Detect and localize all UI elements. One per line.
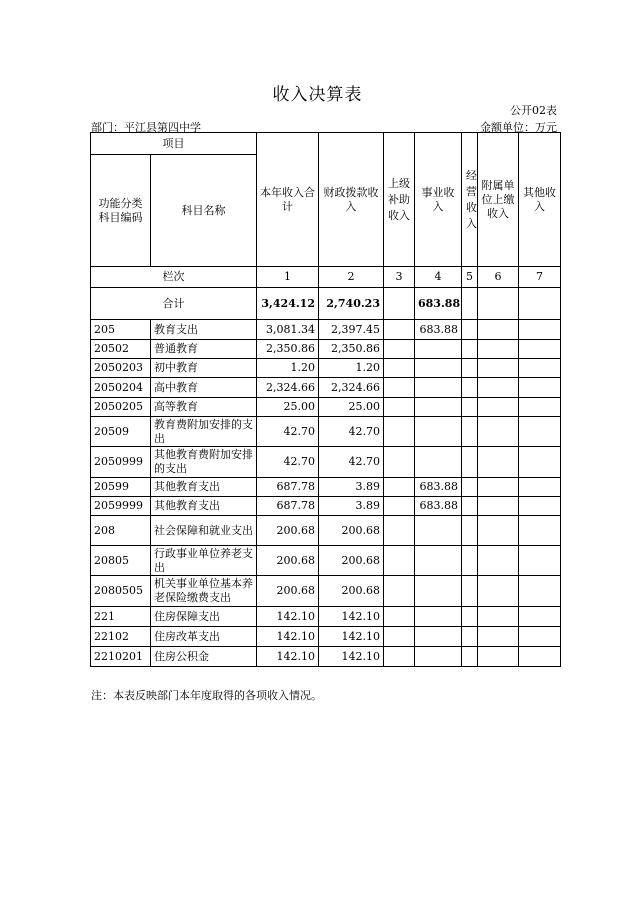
other-income-cell — [519, 417, 561, 447]
operating-income-cell — [462, 417, 478, 447]
other-income-cell — [519, 627, 561, 647]
table-row — [91, 497, 561, 516]
fiscal-income-cell: 142.10 — [319, 627, 384, 647]
subject-code-cell: 2050999 — [91, 447, 151, 478]
subject-name-cell: 教育支出 — [151, 320, 257, 340]
other-income-cell — [519, 478, 561, 497]
seq-number: 2 — [319, 267, 384, 288]
upper-subsidy-cell — [384, 516, 415, 546]
department-label: 部门：平江县第四中学 — [91, 121, 201, 134]
table-row — [91, 340, 561, 359]
affiliated-income-cell — [478, 627, 519, 647]
subject-code-cell: 20509 — [91, 417, 151, 447]
business-income-cell — [415, 378, 462, 398]
header-other-income: 其他收入 — [519, 133, 561, 267]
header-row-top — [91, 133, 561, 155]
other-income-cell — [519, 607, 561, 627]
income-total-cell: 3,081.34 — [257, 320, 319, 340]
header-code: 功能分类科目编码 — [91, 155, 151, 267]
income-total-cell: 42.70 — [257, 447, 319, 478]
affiliated-income-cell — [478, 378, 519, 398]
income-total-cell: 200.68 — [257, 546, 319, 576]
other-income-cell — [519, 359, 561, 378]
table-row — [91, 647, 561, 667]
business-income-cell: 683.88 — [415, 497, 462, 516]
other-income-cell — [519, 398, 561, 417]
subject-name-cell: 普通教育 — [151, 340, 257, 359]
affiliated-income-cell — [478, 359, 519, 378]
fiscal-income-cell: 2,397.45 — [319, 320, 384, 340]
seq-label: 栏次 — [91, 267, 257, 288]
other-income-cell — [519, 340, 561, 359]
income-total-cell: 687.78 — [257, 497, 319, 516]
seq-number: 4 — [415, 267, 462, 288]
fiscal-income-cell: 142.10 — [319, 647, 384, 667]
subject-code-cell: 205 — [91, 320, 151, 340]
operating-income-cell — [462, 398, 478, 417]
subject-code-cell: 2050204 — [91, 378, 151, 398]
fiscal-income-cell: 2,324.66 — [319, 378, 384, 398]
income-total-cell: 142.10 — [257, 607, 319, 627]
table-row — [91, 607, 561, 627]
header-item: 项目 — [91, 133, 257, 155]
subject-code-cell: 221 — [91, 607, 151, 627]
upper-subsidy-cell — [384, 627, 415, 647]
header-name: 科目名称 — [151, 155, 257, 267]
upper-subsidy-cell — [384, 546, 415, 576]
affiliated-income-cell — [478, 516, 519, 546]
fiscal-income-cell: 2,350.86 — [319, 340, 384, 359]
operating-income-cell — [462, 340, 478, 359]
income-total-cell: 42.70 — [257, 417, 319, 447]
income-total-cell: 1.20 — [257, 359, 319, 378]
upper-subsidy-cell — [384, 447, 415, 478]
affiliated-income-cell — [478, 340, 519, 359]
business-income-cell — [415, 627, 462, 647]
upper-subsidy-cell — [384, 607, 415, 627]
upper-subsidy-cell — [384, 398, 415, 417]
business-income-cell — [415, 417, 462, 447]
business-income-cell — [415, 340, 462, 359]
header-business-income: 事业收入 — [415, 133, 462, 267]
seq-number: 1 — [257, 267, 319, 288]
other-income-cell — [519, 447, 561, 478]
affiliated-income-cell — [478, 447, 519, 478]
operating-income-cell — [462, 497, 478, 516]
subject-name-cell: 住房改革支出 — [151, 627, 257, 647]
fiscal-income-cell: 142.10 — [319, 607, 384, 627]
subject-name-cell: 其他教育支出 — [151, 478, 257, 497]
table-row — [91, 478, 561, 497]
total-other-value — [519, 288, 561, 320]
subject-name-cell: 其他教育费附加安排的支出 — [151, 447, 257, 478]
business-income-cell — [415, 359, 462, 378]
subject-name-cell: 行政事业单位养老支出 — [151, 546, 257, 576]
upper-subsidy-cell — [384, 340, 415, 359]
income-total-cell: 200.68 — [257, 516, 319, 546]
total-income-value: 3,424.12 — [257, 288, 319, 320]
subject-code-cell: 22102 — [91, 627, 151, 647]
table-row — [91, 546, 561, 576]
business-income-cell — [415, 607, 462, 627]
operating-income-cell — [462, 478, 478, 497]
form-number: 公开02表 — [510, 104, 557, 117]
other-income-cell — [519, 320, 561, 340]
income-table — [90, 132, 561, 667]
subject-code-cell: 2050205 — [91, 398, 151, 417]
subject-name-cell: 住房公积金 — [151, 647, 257, 667]
table-row — [91, 576, 561, 607]
income-total-cell: 142.10 — [257, 647, 319, 667]
page-title: 收入决算表 — [272, 85, 363, 105]
fiscal-income-cell: 3.89 — [319, 497, 384, 516]
subject-code-cell: 208 — [91, 516, 151, 546]
fiscal-income-cell: 200.68 — [319, 576, 384, 607]
upper-subsidy-cell — [384, 320, 415, 340]
business-income-cell: 683.88 — [415, 320, 462, 340]
affiliated-income-cell — [478, 647, 519, 667]
business-income-cell — [415, 398, 462, 417]
fiscal-income-cell: 42.70 — [319, 447, 384, 478]
subject-name-cell: 住房保障支出 — [151, 607, 257, 627]
subject-code-cell: 20502 — [91, 340, 151, 359]
income-total-cell: 687.78 — [257, 478, 319, 497]
operating-income-cell — [462, 607, 478, 627]
affiliated-income-cell — [478, 497, 519, 516]
upper-subsidy-cell — [384, 359, 415, 378]
subject-name-cell: 机关事业单位基本养老保险缴费支出 — [151, 576, 257, 607]
table-row — [91, 627, 561, 647]
subject-code-cell: 2080505 — [91, 576, 151, 607]
subject-code-cell: 20599 — [91, 478, 151, 497]
income-total-cell: 142.10 — [257, 627, 319, 647]
operating-income-cell — [462, 516, 478, 546]
header-fiscal-income: 财政拨款收入 — [319, 133, 384, 267]
subject-name-cell: 高等教育 — [151, 398, 257, 417]
seq-number: 6 — [478, 267, 519, 288]
seq-row — [91, 267, 561, 288]
subject-code-cell: 2050203 — [91, 359, 151, 378]
fiscal-income-cell: 25.00 — [319, 398, 384, 417]
table-row — [91, 447, 561, 478]
subject-code-cell: 2210201 — [91, 647, 151, 667]
business-income-cell — [415, 546, 462, 576]
business-income-cell — [415, 647, 462, 667]
affiliated-income-cell — [478, 398, 519, 417]
subject-code-cell: 20805 — [91, 546, 151, 576]
affiliated-income-cell — [478, 478, 519, 497]
income-total-cell: 2,324.66 — [257, 378, 319, 398]
other-income-cell — [519, 516, 561, 546]
income-total-cell: 25.00 — [257, 398, 319, 417]
upper-subsidy-cell — [384, 417, 415, 447]
affiliated-income-cell — [478, 417, 519, 447]
seq-number: 7 — [519, 267, 561, 288]
affiliated-income-cell — [478, 546, 519, 576]
upper-subsidy-cell — [384, 478, 415, 497]
subject-name-cell: 高中教育 — [151, 378, 257, 398]
affiliated-income-cell — [478, 320, 519, 340]
seq-number: 3 — [384, 267, 415, 288]
header-operating-income: 经营收入 — [462, 133, 478, 267]
operating-income-cell — [462, 647, 478, 667]
income-total-cell: 200.68 — [257, 576, 319, 607]
income-total-cell: 2,350.86 — [257, 340, 319, 359]
total-upper-value — [384, 288, 415, 320]
business-income-cell — [415, 447, 462, 478]
fiscal-income-cell: 1.20 — [319, 359, 384, 378]
business-income-cell — [415, 516, 462, 546]
operating-income-cell — [462, 627, 478, 647]
income-table-body — [91, 133, 561, 667]
operating-income-cell — [462, 320, 478, 340]
fiscal-income-cell: 200.68 — [319, 516, 384, 546]
total-row — [91, 288, 561, 320]
upper-subsidy-cell — [384, 378, 415, 398]
fiscal-income-cell: 200.68 — [319, 546, 384, 576]
subject-name-cell: 社会保障和就业支出 — [151, 516, 257, 546]
business-income-cell — [415, 576, 462, 607]
total-business-value: 683.88 — [415, 288, 462, 320]
subject-name-cell: 初中教育 — [151, 359, 257, 378]
operating-income-cell — [462, 359, 478, 378]
other-income-cell — [519, 546, 561, 576]
table-row — [91, 378, 561, 398]
table-row — [91, 398, 561, 417]
other-income-cell — [519, 378, 561, 398]
operating-income-cell — [462, 447, 478, 478]
subject-code-cell: 2059999 — [91, 497, 151, 516]
subject-name-cell: 教育费附加安排的支出 — [151, 417, 257, 447]
upper-subsidy-cell — [384, 497, 415, 516]
operating-income-cell — [462, 546, 478, 576]
fiscal-income-cell: 42.70 — [319, 417, 384, 447]
header-total-income: 本年收入合计 — [257, 133, 319, 267]
header-upper-subsidy: 上级补助收入 — [384, 133, 415, 267]
fiscal-income-cell: 3.89 — [319, 478, 384, 497]
table-row — [91, 359, 561, 378]
upper-subsidy-cell — [384, 647, 415, 667]
other-income-cell — [519, 497, 561, 516]
total-operating-value — [462, 288, 478, 320]
business-income-cell: 683.88 — [415, 478, 462, 497]
amount-unit-label: 金额单位：万元 — [480, 121, 557, 134]
header-affiliated-income: 附属单位上缴收入 — [478, 133, 519, 267]
operating-income-cell — [462, 576, 478, 607]
operating-income-cell — [462, 378, 478, 398]
affiliated-income-cell — [478, 607, 519, 627]
table-row — [91, 516, 561, 546]
seq-number: 5 — [462, 267, 478, 288]
total-fiscal-value: 2,740.23 — [319, 288, 384, 320]
upper-subsidy-cell — [384, 576, 415, 607]
total-label: 合计 — [91, 288, 257, 320]
table-note: 注：本表反映部门本年度取得的各项收入情况。 — [91, 689, 322, 702]
table-row — [91, 417, 561, 447]
affiliated-income-cell — [478, 576, 519, 607]
subject-name-cell: 其他教育支出 — [151, 497, 257, 516]
table-row — [91, 320, 561, 340]
other-income-cell — [519, 576, 561, 607]
total-affiliated-value — [478, 288, 519, 320]
other-income-cell — [519, 647, 561, 667]
